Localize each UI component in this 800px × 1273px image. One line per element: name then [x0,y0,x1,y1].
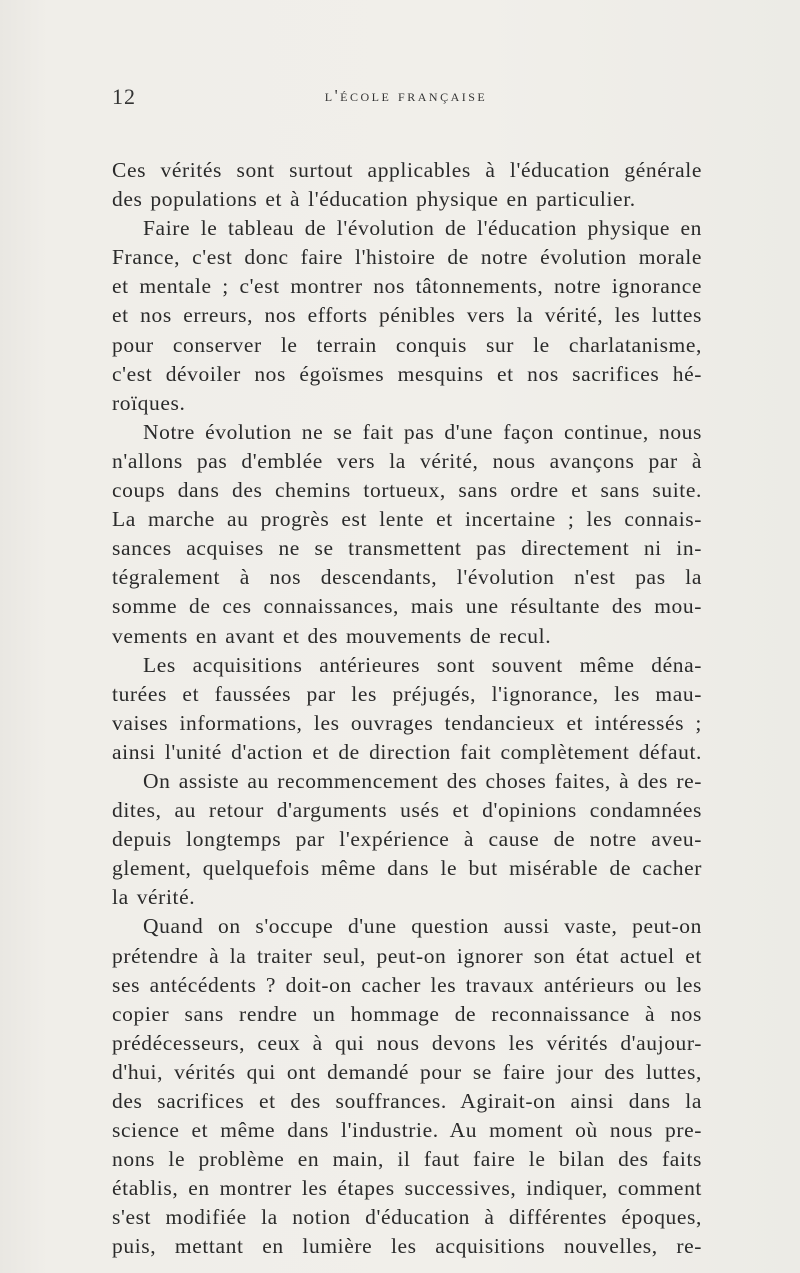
text-line: glement, quelquefois même dans le but misérable de cacher [112,856,702,881]
text-line: Ces vérités sont surtout applicables à l'éducation générale [112,158,702,182]
page-number: 12 [112,84,136,109]
text-line: Faire le tableau de l'évolution de l'éducation physique en [143,216,702,241]
text-line: la vérité. [112,885,196,910]
text-line: vements en avant et des mouvements de recul. [112,623,552,648]
text-line: roïques. [112,390,186,415]
text-line: France, c'est donc faire l'histoire de notre évolution morale [112,245,702,270]
text-line: nons le problème en main, il faut faire le bilan des faits [112,1147,702,1172]
text-line: Quand on s'occupe d'une question aussi vaste, peut-on [143,914,702,939]
text-line: depuis longtemps par l'expérience à cause de notre aveu- [112,827,702,852]
body-text [112,156,702,1262]
text-line: vaises informations, les ouvrages tendancieux et intéressés ; [112,710,702,735]
text-line: La marche au progrès est lente et incertaine ; les connais- [112,507,702,532]
text-line: s'est modifiée la notion d'éducation à différentes époques, [112,1205,702,1230]
text-line: science et même dans l'industrie. Au moment où nous pre- [112,1118,702,1143]
text-line: c'est dévoiler nos égoïsmes mesquins et nos sacrifices hé- [112,361,702,386]
running-head: l'école française [324,86,488,105]
text-line: coups dans des chemins tortueux, sans ordre et sans suite. [112,478,702,503]
text-line: tégralement à nos descendants, l'évolution n'est pas la [112,565,702,590]
text-line: prétendre à la traiter seul, peut-on ignorer son état actuel et [112,943,702,968]
text-line: et nos erreurs, nos efforts pénibles vers la vérité, les luttes [112,303,702,328]
page-header [112,84,700,108]
text-line: d'hui, vérités qui ont demandé pour se faire jour des luttes, [112,1059,702,1084]
text-line: copier sans rendre un hommage de reconnaissance à nos [112,1001,702,1026]
text-line: ses antécédents ? doit-on cacher les travaux antérieurs ou les [112,972,702,997]
text-line: prédécesseurs, ceux à qui nous devons les vérités d'aujour- [112,1030,702,1055]
text-line: somme de ces connaissances, mais une résultante des mou- [112,594,702,619]
text-line: sances acquises ne se transmettent pas directement ni in- [112,536,702,561]
text-line: dites, au retour d'arguments usés et d'opinions condamnées [112,798,702,823]
text-line: Les acquisitions antérieures sont souvent même déna- [143,652,702,677]
text-line: ainsi l'unité d'action et de direction fait complètement défaut. [112,739,702,764]
text-line: et mentale ; c'est montrer nos tâtonnements, notre ignorance [112,274,702,299]
text-line: On assiste au recommencement des choses faites, à des re- [143,768,702,793]
text-line: turées et faussées par les préjugés, l'ignorance, les mau- [112,681,702,706]
text-line: des sacrifices et des souffrances. Agirait-on ainsi dans la [112,1089,702,1113]
text-line: Notre évolution ne se fait pas d'une façon continue, nous [143,419,702,444]
text-line: n'allons pas d'emblée vers la vérité, nous avançons par à [112,448,702,473]
text-line: des populations et à l'éducation physique en particulier. [112,187,636,212]
text-line: pour conserver le terrain conquis sur le charlatanisme, [112,332,702,357]
text-line: établis, en montrer les étapes successives, indiquer, comment [112,1176,702,1201]
text-line: puis, mettant en lumière les acquisitions nouvelles, re- [112,1234,702,1259]
